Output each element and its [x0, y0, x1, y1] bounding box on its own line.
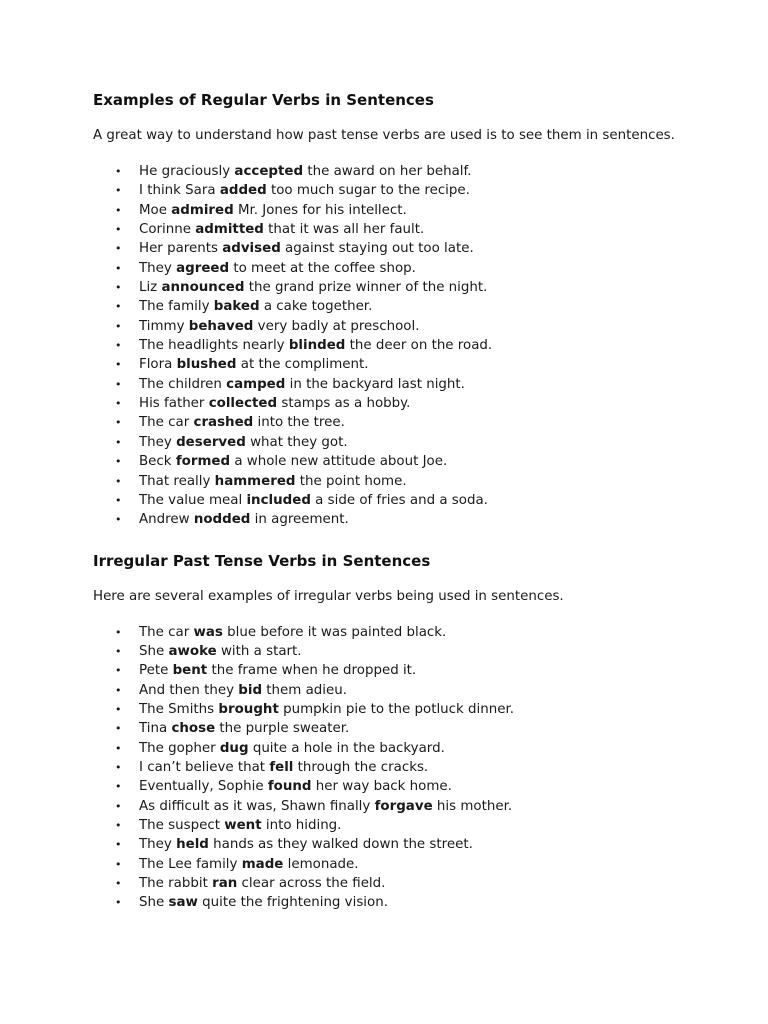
sentence-text-after: Mr. Jones for his intellect.: [233, 202, 407, 218]
bullet-icon: •: [115, 474, 122, 488]
bullet-icon: •: [115, 741, 122, 755]
bullet-icon: •: [115, 493, 122, 507]
past-tense-verb: ran: [212, 876, 238, 891]
sentence-text-after: quite a hole in the backyard.: [248, 740, 445, 756]
sentence-text-before: As difficult as it was, Shawn finally: [139, 798, 375, 814]
sentence-text-after: quite the frightening vision.: [197, 895, 388, 911]
past-tense-verb: bent: [172, 663, 208, 679]
sentence-text-before: The Lee family: [139, 856, 242, 872]
list-item: [93, 259, 713, 278]
sentence-text-after: pumpkin pie to the potluck dinner.: [278, 701, 514, 717]
list-item: [93, 719, 713, 738]
bullet-icon: •: [115, 397, 122, 411]
sentence-text-before: The car: [139, 624, 194, 640]
past-tense-verb: deserved: [176, 434, 246, 450]
past-tense-verb: admired: [171, 202, 234, 218]
list-item: [93, 623, 713, 642]
list-item: [93, 797, 713, 816]
list-item: [93, 472, 713, 491]
list-item: [93, 278, 713, 297]
sentence-text-after: what they got.: [245, 434, 348, 450]
sentence-text-after: the frame when he dropped it.: [207, 663, 417, 679]
bullet-icon: •: [115, 818, 122, 832]
sentence-text-after: too much sugar to the recipe.: [266, 183, 470, 199]
sentence-text-before: And then they: [139, 682, 239, 698]
bullet-icon: •: [115, 857, 122, 871]
sentence-text-after: very badly at preschool.: [253, 318, 420, 334]
bullet-icon: •: [115, 358, 122, 372]
list-item: [93, 510, 713, 529]
list-item: [93, 317, 713, 336]
past-tense-verb: hammered: [214, 473, 296, 489]
bullet-icon: •: [115, 184, 122, 198]
list-item: [93, 777, 713, 796]
list-item: [93, 893, 713, 912]
sentence-text-after: the grand prize winner of the night.: [244, 280, 488, 296]
list-item: [93, 758, 713, 777]
sentence-text-after: her way back home.: [311, 779, 452, 795]
sentence-text-before: That really: [139, 473, 215, 489]
bullet-icon: •: [115, 838, 122, 852]
sentence-text-before: Beck: [139, 454, 176, 470]
sentence-text-after: at the compliment.: [236, 357, 369, 373]
section-intro-irregular-verbs: Here are several examples of irregular verbs being used in sentences.: [93, 588, 564, 604]
bullet-icon: •: [115, 300, 122, 314]
list-item: [93, 816, 713, 835]
bullet-icon: •: [115, 223, 122, 237]
bullet-icon: •: [115, 339, 122, 353]
sentence-text-after: his mother.: [432, 798, 513, 814]
past-tense-verb: fell: [269, 759, 294, 775]
bullet-icon: •: [115, 780, 122, 794]
past-tense-verb: found: [267, 779, 312, 795]
section-heading-regular-verbs: Examples of Regular Verbs in Sentences: [93, 91, 434, 109]
sentence-text-before: The children: [139, 376, 227, 392]
list-item: [93, 375, 713, 394]
list-item: [93, 336, 713, 355]
list-item: [93, 700, 713, 719]
sentence-text-before: The suspect: [139, 817, 225, 833]
bullet-icon: •: [115, 261, 122, 275]
bullet-icon: •: [115, 513, 122, 527]
sentence-text-after: blue before it was painted black.: [222, 624, 447, 640]
list-item: [93, 642, 713, 661]
sentence-text-before: His father: [139, 396, 209, 412]
sentence-text-before: They: [139, 260, 177, 276]
sentence-text-before: She: [139, 643, 169, 659]
sentence-text-before: They: [139, 434, 177, 450]
past-tense-verb: blinded: [288, 338, 346, 354]
section-intro-regular-verbs: A great way to understand how past tense verbs are used is to see them in sentences.: [93, 128, 675, 143]
sentence-text-before: He graciously: [139, 164, 235, 179]
list-item: [93, 394, 713, 413]
sentence-text-after: into hiding.: [261, 817, 342, 833]
sentence-text-after: that it was all her fault.: [263, 222, 425, 238]
list-item: [93, 239, 713, 258]
list-item: [93, 874, 713, 893]
list-item: [93, 220, 713, 239]
sentence-text-after: stamps as a hobby.: [277, 396, 411, 412]
sentence-text-before: They: [139, 837, 177, 853]
sentence-text-after: a cake together.: [259, 299, 373, 315]
sentence-text-before: Timmy: [139, 318, 189, 334]
sentence-text-before: Eventually, Sophie: [139, 779, 268, 795]
list-item: [93, 739, 713, 758]
list-item: [93, 433, 713, 452]
sentence-text-before: Flora: [139, 357, 177, 373]
irregular-verbs-list: [93, 623, 713, 913]
bullet-icon: •: [115, 702, 122, 716]
list-item: [93, 681, 713, 700]
past-tense-verb: advised: [222, 241, 281, 257]
list-item: [93, 413, 713, 432]
sentence-text-before: Her parents: [139, 241, 223, 257]
list-item: [93, 355, 713, 374]
list-item: [93, 162, 713, 181]
sentence-text-after: to meet at the coffee shop.: [229, 260, 416, 276]
sentence-text-before: The value meal: [139, 492, 247, 508]
bullet-icon: •: [115, 416, 122, 430]
sentence-text-before: Andrew: [139, 512, 194, 528]
bullet-icon: •: [115, 683, 122, 697]
past-tense-verb: added: [219, 183, 267, 199]
past-tense-verb: camped: [226, 376, 286, 392]
sentence-text-before: Pete: [139, 663, 173, 679]
sentence-text-after: a side of fries and a soda.: [310, 492, 488, 508]
sentence-text-after: lemonade.: [283, 856, 359, 872]
list-item: [93, 835, 713, 854]
bullet-icon: •: [115, 722, 122, 736]
sentence-text-after: hands as they walked down the street.: [208, 837, 473, 853]
sentence-text-after: against staying out too late.: [280, 241, 474, 257]
past-tense-verb: forgave: [374, 798, 433, 814]
past-tense-verb: formed: [175, 454, 231, 470]
past-tense-verb: held: [176, 837, 209, 853]
sentence-text-after: through the cracks.: [293, 759, 429, 775]
bullet-icon: •: [115, 435, 122, 449]
sentence-text-before: The family: [139, 299, 214, 315]
past-tense-verb: went: [224, 817, 262, 833]
list-item: [93, 855, 713, 874]
past-tense-verb: baked: [213, 299, 260, 315]
regular-verbs-list: [93, 162, 713, 530]
sentence-text-before: Liz: [139, 280, 162, 296]
past-tense-verb: included: [246, 492, 311, 508]
sentence-text-after: into the tree.: [253, 415, 345, 431]
past-tense-verb: blushed: [176, 357, 237, 373]
past-tense-verb: brought: [218, 701, 279, 717]
sentence-text-before: Tina: [139, 721, 172, 737]
bullet-icon: •: [115, 896, 122, 910]
bullet-icon: •: [115, 664, 122, 678]
section-heading-irregular-verbs: Irregular Past Tense Verbs in Sentences: [93, 551, 431, 570]
sentence-text-before: Corinne: [139, 222, 196, 238]
sentence-text-before: She: [139, 895, 169, 911]
list-item: [93, 201, 713, 220]
bullet-icon: •: [115, 242, 122, 256]
sentence-text-before: The rabbit: [139, 876, 213, 891]
list-item: [93, 452, 713, 471]
past-tense-verb: collected: [208, 396, 278, 412]
sentence-text-before: The Smiths: [139, 701, 219, 717]
sentence-text-before: The car: [139, 415, 194, 431]
sentence-text-before: I can’t believe that: [139, 759, 270, 775]
bullet-icon: •: [115, 203, 122, 217]
sentence-text-after: the point home.: [295, 473, 407, 489]
list-item: [93, 181, 713, 200]
sentence-text-before: I think Sara: [139, 183, 220, 199]
sentence-text-after: the award on her behalf.: [303, 164, 472, 179]
past-tense-verb: dug: [219, 740, 249, 756]
sentence-text-after: a whole new attitude about Joe.: [230, 454, 448, 470]
past-tense-verb: made: [241, 856, 284, 872]
list-item: [93, 297, 713, 316]
past-tense-verb: admitted: [195, 222, 264, 238]
sentence-text-after: in the backyard last night.: [285, 376, 465, 392]
sentence-text-after: clear across the field.: [237, 876, 386, 891]
past-tense-verb: announced: [161, 280, 245, 296]
past-tense-verb: accepted: [234, 164, 304, 179]
past-tense-verb: nodded: [193, 512, 251, 528]
bullet-icon: •: [115, 281, 122, 295]
past-tense-verb: awoke: [168, 643, 217, 659]
list-item: [93, 661, 713, 680]
sentence-text-after: them adieu.: [262, 682, 347, 698]
sentence-text-after: the deer on the road.: [345, 338, 493, 354]
past-tense-verb: crashed: [193, 415, 254, 431]
bullet-icon: •: [115, 455, 122, 469]
bullet-icon: •: [115, 644, 122, 658]
past-tense-verb: chose: [171, 721, 216, 737]
sentence-text-before: The gopher: [139, 740, 220, 756]
sentence-text-after: with a start.: [216, 643, 302, 659]
list-item: [93, 491, 713, 510]
bullet-icon: •: [115, 625, 122, 639]
sentence-text-after: the purple sweater.: [215, 721, 350, 737]
bullet-icon: •: [115, 165, 122, 178]
sentence-text-after: in agreement.: [250, 512, 349, 528]
past-tense-verb: bid: [238, 682, 263, 698]
bullet-icon: •: [115, 319, 122, 333]
past-tense-verb: behaved: [188, 318, 254, 334]
bullet-icon: •: [115, 760, 122, 774]
bullet-icon: •: [115, 799, 122, 813]
bullet-icon: •: [115, 877, 122, 890]
past-tense-verb: saw: [168, 895, 198, 911]
past-tense-verb: agreed: [176, 260, 230, 276]
past-tense-verb: was: [193, 624, 223, 640]
bullet-icon: •: [115, 377, 122, 391]
sentence-text-before: The headlights nearly: [139, 338, 289, 354]
sentence-text-before: Moe: [139, 202, 172, 218]
document-page: [93, 86, 713, 913]
